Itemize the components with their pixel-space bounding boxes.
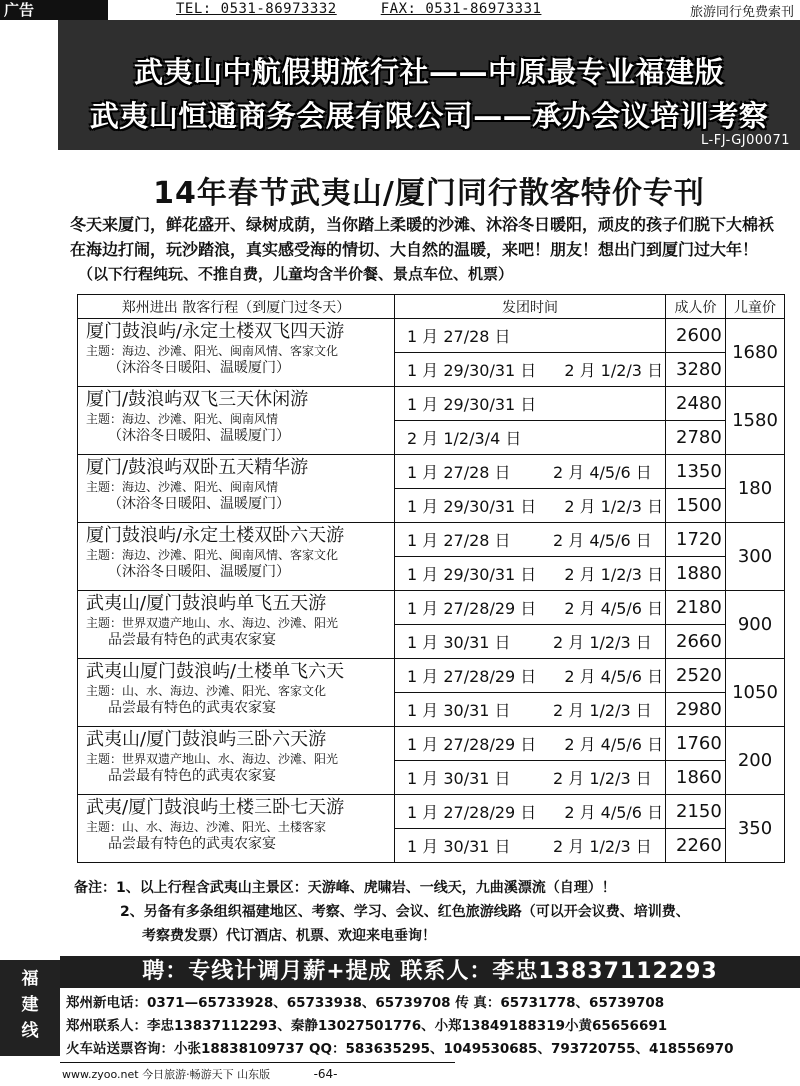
section-tab-char: 线 [21,1021,39,1041]
route-highlight: （沐浴冬日暖阳、温暖厦门） [108,564,290,580]
date-primary: 1 月 27/28/29 日 [407,803,537,822]
departure-dates [395,591,666,625]
route-cell [78,591,395,659]
date-secondary: 2 月 4/5/6 日 [564,803,664,822]
date-secondary: 2 月 4/5/6 日 [553,463,652,482]
date-primary: 1 月 29/30/31 日 [407,395,537,414]
tour-price-table [77,294,785,863]
departure-dates [395,557,666,591]
adult-price: 2480 [666,387,726,421]
table-row [78,319,785,353]
departure-dates [395,727,666,761]
route-theme: 主题：海边、沙滩、阳光、闽南风情 [86,480,279,494]
table-row [78,387,785,421]
route-name: 武夷山厦门鼓浪屿/土楼单飞六天 [86,661,345,682]
route-highlight: 品尝最有特色的武夷农家宴 [108,700,276,716]
adult-price: 2260 [666,829,726,863]
contact-line-1: 郑州新电话：0371—65733928、65733938、65739708 传 真：65731778、65739708 [66,995,665,1011]
adult-price: 1720 [666,523,726,557]
child-price: 1680 [726,319,785,387]
departure-dates [395,353,666,387]
date-primary: 1 月 29/30/31 日 [407,361,537,380]
date-secondary: 2 月 4/5/6 日 [553,531,652,550]
route-highlight: 品尝最有特色的武夷农家宴 [108,632,276,648]
route-theme: 主题：世界双遗产地山、水、海边、沙滩、阳光 [86,616,339,630]
adult-price: 2980 [666,693,726,727]
route-theme: 主题：海边、沙滩、阳光、闽南风情 [86,412,279,426]
child-price: 900 [726,591,785,659]
contact-line-2: 郑州联系人：李忠13837112293、秦静13027501776、小郑13849188319小黄65656691 [66,1018,668,1034]
adult-price: 2660 [666,625,726,659]
route-cell [78,659,395,727]
header-route: 郑州进出 散客行程（到厦门过冬天） [78,295,395,319]
departure-dates [395,625,666,659]
banner-line-2: 武夷山恒通商务会展有限公司——承办会议培训考察 [89,99,769,133]
date-secondary: 2 月 1/2/3 日 [553,633,652,652]
page-footer [62,1066,338,1082]
date-primary: 1 月 27/28 日 [407,463,511,482]
table-row [78,659,785,693]
departure-dates [395,387,666,421]
route-name: 武夷/厦门鼓浪屿土楼三卧七天游 [86,797,345,818]
table-row [78,795,785,829]
recruit-banner: 聘：专线计调月薪+提成 联系人：李忠13837112293 [60,956,800,988]
route-cell [78,795,395,863]
departure-dates [395,319,666,353]
route-cell [78,319,395,387]
route-cell [78,455,395,523]
table-row [78,455,785,489]
adult-price: 2780 [666,421,726,455]
child-price: 200 [726,727,785,795]
remark-line-2: 2、另备有多条组织福建地区、考察、学习、会议、红色旅游线路（可以开会议费、培训费、 [120,904,690,920]
adult-price: 3280 [666,353,726,387]
route-theme: 主题：山、水、海边、沙滩、阳光、客家文化 [86,684,327,698]
date-primary: 1 月 30/31 日 [407,769,511,788]
date-secondary: 2 月 1/2/3 日 [564,361,664,380]
date-primary: 1 月 27/28 日 [407,531,511,550]
footer-site: www.zyoo.net 今日旅游·畅游天下 山东版 [62,1068,271,1081]
date-primary: 1 月 30/31 日 [407,701,511,720]
route-name: 武夷山/厦门鼓浪屿单飞五天游 [86,593,327,614]
adult-price: 1350 [666,455,726,489]
departure-dates [395,829,666,863]
route-cell [78,727,395,795]
license-number: L-FJ-GJ00071 [701,133,790,148]
departure-dates [395,421,666,455]
route-highlight: （沐浴冬日暖阳、温暖厦门） [108,360,290,376]
section-tab-fujian [0,960,60,1056]
route-name: 厦门鼓浪屿/永定土楼双飞四天游 [86,321,345,342]
route-theme: 主题：海边、沙滩、阳光、闽南风情、客家文化 [86,344,339,358]
remark-line-3: 考察费发票）代订酒店、机票、欢迎来电垂询！ [142,928,436,944]
route-name: 厦门鼓浪屿/永定土楼双卧六天游 [86,525,345,546]
date-primary: 1 月 30/31 日 [407,633,511,652]
intro-line-1: 冬天来厦门，鲜花盛开、绿树成荫，当你踏上柔暖的沙滩、沐浴冬日暖阳，顽皮的孩子们脱下大棉袄 [70,215,775,234]
child-price: 180 [726,455,785,523]
departure-dates [395,795,666,829]
table-row [78,591,785,625]
route-theme: 主题：海边、沙滩、阳光、闽南风情、客家文化 [86,548,339,562]
route-cell [78,387,395,455]
header-adult-price: 成人价 [666,295,726,319]
intro-note: （以下行程纯玩、不推自费，儿童均含半价餐、景点车位、机票） [78,265,514,283]
adult-price: 2520 [666,659,726,693]
date-secondary: 2 月 1/2/3 日 [553,701,652,720]
header-dates: 发团时间 [395,295,666,319]
contact-tel-fax [176,1,585,17]
route-theme: 主题：世界双遗产地山、水、海边、沙滩、阳光 [86,752,339,766]
route-name: 厦门/鼓浪屿双卧五天精华游 [86,457,309,478]
departure-dates [395,693,666,727]
adult-price: 1760 [666,727,726,761]
date-secondary: 2 月 4/5/6 日 [564,667,664,686]
adult-price: 1860 [666,761,726,795]
date-primary: 1 月 27/28/29 日 [407,667,537,686]
intro-line-2: 在海边打闹，玩沙踏浪，真实感受海的情切、大自然的温暖，来吧！朋友！想出门到厦门过大年！ [70,240,759,259]
route-highlight: （沐浴冬日暖阳、温暖厦门） [108,428,290,444]
remark-line-1: 备注：1、以上行程含武夷山主景区：天游峰、虎啸岩、一线天，九曲溪漂流（自理）！ [74,880,616,896]
contact-info [66,992,800,1061]
table-header-row [78,295,785,319]
date-secondary: 2 月 1/2/3 日 [564,497,664,516]
date-primary: 1 月 27/28 日 [407,327,511,346]
departure-dates [395,761,666,795]
child-price: 300 [726,523,785,591]
date-secondary: 2 月 1/2/3 日 [553,769,652,788]
remarks [74,876,794,948]
ad-tag: 广告 [0,0,108,20]
route-name: 厦门/鼓浪屿双飞三天休闲游 [86,389,309,410]
adult-price: 1500 [666,489,726,523]
top-bar [0,0,800,20]
departure-dates [395,489,666,523]
route-highlight: 品尝最有特色的武夷农家宴 [108,836,276,852]
footer-divider [60,1062,455,1063]
table-row [78,523,785,557]
header-child-price: 儿童价 [726,295,785,319]
route-cell [78,523,395,591]
date-primary: 1 月 29/30/31 日 [407,565,537,584]
child-price: 350 [726,795,785,863]
date-secondary: 2 月 4/5/6 日 [564,599,664,618]
departure-dates [395,659,666,693]
child-price: 1050 [726,659,785,727]
date-secondary: 2 月 4/5/6 日 [564,735,664,754]
intro-text [70,212,790,287]
route-name: 武夷山/厦门鼓浪屿三卧六天游 [86,729,327,750]
page-title: 14年春节武夷山/厦门同行散客特价专刊 [153,176,705,211]
fax-number: FAX: 0531-86973331 [380,1,542,17]
child-price: 1580 [726,387,785,455]
section-tab-char: 福 [21,969,39,989]
route-theme: 主题：山、水、海边、沙滩、阳光、土楼客家 [86,820,327,834]
date-primary: 1 月 29/30/31 日 [407,497,537,516]
contact-line-3: 火车站送票咨询：小张18838109737 QQ：583635295、1049530685、793720755、418556970 [66,1041,734,1057]
adult-price: 1880 [666,557,726,591]
date-primary: 1 月 27/28/29 日 [407,599,537,618]
index-label: 旅游同行免费索刊 [689,5,794,20]
table-row [78,727,785,761]
adult-price: 2150 [666,795,726,829]
section-tab-char: 建 [21,995,39,1015]
route-highlight: （沐浴冬日暖阳、温暖厦门） [108,496,290,512]
departure-dates [395,523,666,557]
route-highlight: 品尝最有特色的武夷农家宴 [108,768,276,784]
departure-dates [395,455,666,489]
tour-table-body [78,319,785,863]
date-primary: 1 月 30/31 日 [407,837,511,856]
date-secondary: 2 月 1/2/3 日 [564,565,664,584]
agency-banner [58,20,800,150]
page-number: -64- [313,1067,338,1081]
adult-price: 2600 [666,319,726,353]
tel-number: TEL: 0531-86973332 [176,1,337,17]
banner-line-1: 武夷山中航假期旅行社——中原最专业福建版 [133,55,724,89]
date-primary: 1 月 27/28/29 日 [407,735,537,754]
date-secondary: 2 月 1/2/3 日 [553,837,652,856]
date-primary: 2 月 1/2/3/4 日 [407,429,522,448]
adult-price: 2180 [666,591,726,625]
